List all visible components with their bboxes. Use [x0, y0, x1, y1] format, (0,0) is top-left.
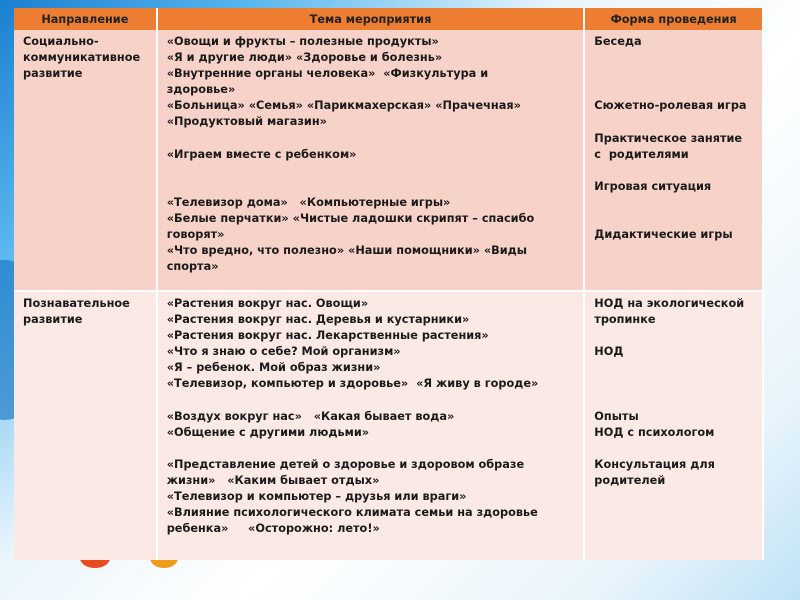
cell-line [594, 376, 754, 392]
cell-line: «Больница» «Семья» «Парикмахерская» «Прачечная» [166, 99, 521, 113]
cell-line: родителей [594, 474, 666, 488]
cell-line [594, 82, 754, 98]
forms-cell [584, 291, 763, 560]
cell-line: «Общение с другими людьми» [166, 425, 370, 439]
events-table [14, 8, 764, 560]
cell-line: Практическое занятие [594, 131, 743, 145]
cell-line [167, 163, 576, 179]
table-row [14, 291, 763, 560]
cell-line: «Растения вокруг нас. Лекарственные растения» [166, 329, 489, 343]
cell-line [594, 328, 754, 344]
table-header-row [14, 8, 763, 30]
cell-line: «Растения вокруг нас. Овощи» [166, 297, 369, 310]
cell-line [594, 50, 754, 66]
cell-line: с родителями [594, 147, 689, 161]
cell-line: «Играем вместе с ребенком» [166, 147, 357, 161]
direction-cell [14, 30, 157, 291]
cell-line [594, 211, 754, 227]
cell-line: «Что я знаю о себе? Мой организм» [166, 345, 401, 359]
cell-line: здоровье» [166, 83, 236, 97]
cell-line: «Растения вокруг нас. Деревья и кустарники» [166, 313, 470, 327]
cell-line [167, 441, 576, 457]
topics-cell [157, 30, 585, 291]
cell-line: коммуникативное [23, 51, 141, 65]
cell-line [167, 179, 576, 195]
table-row [14, 30, 763, 291]
cell-line [594, 360, 754, 376]
cell-line [594, 393, 754, 409]
cell-line: «Что вредно, что полезно» «Наши помощники» «Виды [166, 244, 528, 258]
cell-line: «Белые перчатки» «Чистые ладошки скрипят – спасибо [166, 212, 535, 226]
cell-line: Сюжетно-ролевая игра [594, 99, 747, 113]
cell-line: «Телевизор дома» «Компьютерные игры» [166, 195, 451, 209]
cell-line: тропинке [594, 313, 656, 327]
cell-line [594, 441, 754, 457]
cell-line: «Телевизор, компьютер и здоровье» «Я живу в городе» [166, 377, 539, 391]
cell-line: Социально- [23, 35, 99, 48]
cell-line: ребенка» «Осторожно: лето!» [166, 522, 380, 536]
header-form: Форма проведения [584, 8, 763, 30]
cell-line: развитие [23, 67, 83, 81]
cell-line: Дидактические игры [594, 228, 733, 242]
header-direction: Направление [14, 8, 157, 30]
header-topic: Тема мероприятия [157, 8, 585, 30]
cell-line [167, 131, 576, 147]
cell-line: говорят» [166, 228, 225, 242]
cell-line: Игровая ситуация [594, 179, 712, 193]
cell-line: «Продуктовый магазин» [166, 115, 327, 129]
cell-line: «Внутренние органы человека» «Физкультура и [166, 67, 489, 81]
cell-line: «Я и другие люди» «Здоровье и болезнь» [166, 51, 443, 65]
cell-line: «Влияние психологического климата семьи на здоровье [166, 506, 538, 520]
cell-line: НОД [594, 345, 624, 359]
cell-line [594, 163, 754, 179]
topics-cell [157, 291, 585, 560]
cell-line: НОД с психологом [594, 425, 715, 439]
cell-line: жизни» «Каким бывает отдых» [166, 474, 380, 488]
direction-cell [14, 291, 157, 560]
cell-line: Опыты [594, 409, 639, 423]
cell-line [167, 393, 576, 409]
cell-line [594, 114, 754, 130]
cell-line: «Представление детей о здоровье и здоровом образе [166, 457, 525, 471]
cell-line: развитие [23, 313, 83, 327]
cell-line: Консультация для [594, 457, 715, 471]
cell-line [594, 195, 754, 211]
cell-line: «Овощи и фрукты – полезные продукты» [166, 35, 439, 48]
cell-line: «Я – ребенок. Мой образ жизни» [166, 361, 381, 375]
cell-line: «Телевизор и компьютер – друзья или враги» [166, 490, 467, 504]
cell-line: спорта» [166, 260, 219, 274]
cell-line: Беседа [594, 35, 642, 48]
cell-line [594, 66, 754, 82]
forms-cell [584, 30, 763, 291]
cell-line: «Воздух вокруг нас» «Какая бывает вода» [166, 409, 455, 423]
cell-line: Познавательное [23, 297, 130, 310]
cell-line: НОД на экологической [594, 297, 745, 310]
